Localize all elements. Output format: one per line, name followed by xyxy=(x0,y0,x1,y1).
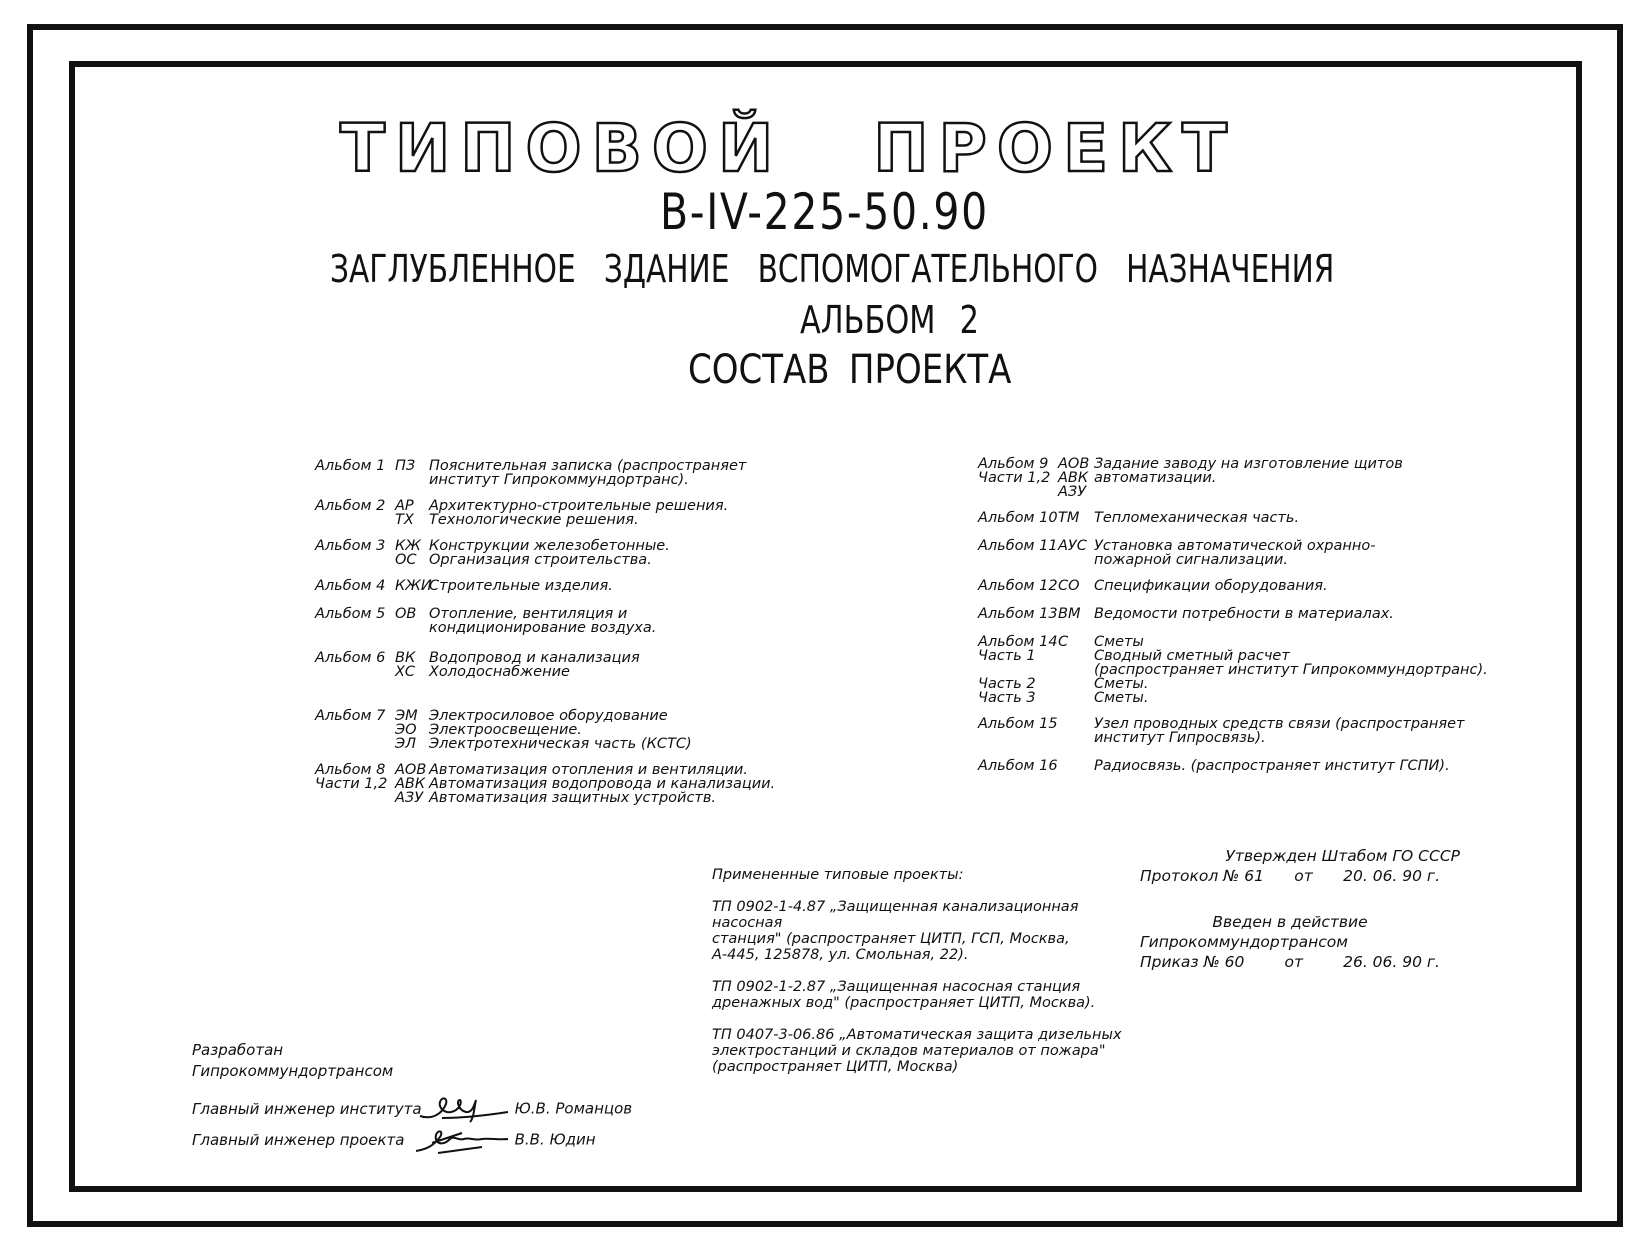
album-label: Альбом 15 xyxy=(978,716,1058,732)
album-entry xyxy=(978,649,1538,677)
album-label: Альбом 13 xyxy=(978,606,1058,622)
album-entry xyxy=(315,651,835,679)
album-description: Тепломеханическая часть. xyxy=(1094,510,1300,526)
album-label: Часть 1 xyxy=(978,648,1036,664)
order-line xyxy=(1140,952,1440,972)
album-code: ПЗ xyxy=(395,458,416,474)
album-code: ВМ xyxy=(1058,606,1081,622)
album-description: Организация строительства. xyxy=(429,552,652,568)
handwritten-signature-icon xyxy=(412,1125,510,1155)
album-entry xyxy=(315,499,835,527)
applied-project-item: ТП 0902-1-4.87 „Защищенная канализационная насосная станция" (распространяет ЦИТП, ГСП, Москва, А-445, 125878, ул. Смольная, 22). xyxy=(712,899,1079,963)
album-code: ЭМ xyxy=(395,708,418,724)
album-code: ЭО xyxy=(395,722,417,738)
album-description: Водопровод и канализация xyxy=(429,650,640,666)
applied-project-item: ТП 0902-1-2.87 „Защищенная насосная станция дренажных вод" (распространяет ЦИТП, Москва). xyxy=(712,979,1096,1011)
album-entry xyxy=(978,717,1538,745)
album-label: Альбом 5 xyxy=(315,606,386,622)
album-description: (распространяет институт Гипрокоммундортранс). xyxy=(1094,662,1488,678)
signature-role: Главный инженер проекта xyxy=(192,1130,405,1149)
protocol-from: от xyxy=(1294,867,1313,885)
order-from: от xyxy=(1284,953,1303,971)
album-label: Альбом 16 xyxy=(978,758,1058,774)
album-code: АОВ xyxy=(1058,456,1090,472)
developed-org: Гипрокоммундортрансом xyxy=(192,1062,394,1080)
album-code: С xyxy=(1058,634,1069,650)
album-code: АВК xyxy=(1058,470,1089,486)
order-label: Приказ № 60 xyxy=(1140,953,1245,971)
album-label: Альбом 1 xyxy=(315,458,386,474)
album-entry xyxy=(978,579,1538,593)
album-parts-label: Части 1,2 xyxy=(315,776,388,792)
album-description: Автоматизация защитных устройств. xyxy=(429,790,717,806)
protocol-date: 20. 06. 90 г. xyxy=(1343,867,1440,885)
applied-project-item: ТП 0407-3-06.86 „Автоматическая защита дизельных электростанций и складов материалов от пожара" (распространяет ЦИТП, Москва) xyxy=(712,1027,1122,1075)
album-entry xyxy=(978,539,1538,567)
protocol-line xyxy=(1140,866,1440,886)
album-entry xyxy=(315,579,835,593)
album-description: кондиционирование воздуха. xyxy=(429,620,657,636)
album-label: Часть 3 xyxy=(978,690,1036,706)
album-entry xyxy=(315,709,835,751)
album-description: Архитектурно-строительные решения. xyxy=(429,498,729,514)
protocol-label: Протокол № 61 xyxy=(1140,867,1264,885)
project-subtitle: ЗАГЛУБЛЕННОЕ ЗДАНИЕ ВСПОМОГАТЕЛЬНОГО НАЗНАЧЕНИЯ xyxy=(330,247,1335,291)
album-entry xyxy=(978,691,1538,705)
handwritten-signature-icon xyxy=(412,1094,510,1124)
developed-label: Разработан xyxy=(192,1041,284,1059)
album-code: ТМ xyxy=(1058,510,1080,526)
album-description: Автоматизация отопления и вентиляции. xyxy=(429,762,748,778)
album-label: Альбом 7 xyxy=(315,708,386,724)
album-description: институт Гипрокоммундортранс). xyxy=(429,472,689,488)
album-entry xyxy=(978,635,1538,649)
album-code: СО xyxy=(1058,578,1080,594)
enacted-by: Гипрокоммундортрансом xyxy=(1140,933,1348,951)
album-entry xyxy=(978,677,1538,691)
albums-list-left xyxy=(315,459,835,805)
album-label: Часть 2 xyxy=(978,676,1036,692)
album-description: Радиосвязь. (распространяет институт ГСПИ). xyxy=(1094,758,1450,774)
album-code: ХС xyxy=(395,664,416,680)
album-code: АЗУ xyxy=(1058,484,1087,500)
album-description: Электротехническая часть (КСТС) xyxy=(429,736,692,752)
album-label: Альбом 14 xyxy=(978,634,1058,650)
album-description: Отопление, вентиляция и xyxy=(429,606,628,622)
album-description: Сводный сметный расчет xyxy=(1094,648,1290,664)
album-entry xyxy=(315,539,835,567)
project-code: В-IV-225-50.90 xyxy=(660,183,989,241)
album-entry xyxy=(978,511,1538,525)
album-label: Альбом 8 xyxy=(315,762,386,778)
album-label: Альбом 6 xyxy=(315,650,386,666)
signature-row-chief-engineer-project xyxy=(192,1125,596,1155)
applied-projects-heading: Примененные типовые проекты: xyxy=(712,867,964,883)
approval-block xyxy=(1140,846,1470,972)
applied-projects xyxy=(712,867,1132,1091)
album-code: АВК xyxy=(395,776,426,792)
albums-list-right xyxy=(978,457,1538,773)
page-title xyxy=(340,110,1280,187)
signature-name: Ю.В. Романцов xyxy=(514,1099,633,1118)
album-description: Ведомости потребности в материалах. xyxy=(1094,606,1394,622)
album-code: АОВ xyxy=(395,762,427,778)
album-description: Электросиловое оборудование xyxy=(429,708,668,724)
album-entry xyxy=(315,763,835,805)
album-code: КЖ xyxy=(395,538,421,554)
album-description: Сметы. xyxy=(1094,690,1149,706)
album-code: АЗУ xyxy=(395,790,424,806)
album-label: Альбом 12 xyxy=(978,578,1058,594)
album-code: ВК xyxy=(395,650,416,666)
signature-name: В.В. Юдин xyxy=(514,1130,596,1149)
album-description: Задание заводу на изготовление щитов xyxy=(1094,456,1403,472)
album-description: Автоматизация водопровода и канализации. xyxy=(429,776,776,792)
album-parts-label: Части 1,2 xyxy=(978,470,1051,486)
album-label: Альбом 4 xyxy=(315,578,386,594)
album-description: Сметы. xyxy=(1094,676,1149,692)
album-code: ЭЛ xyxy=(395,736,417,752)
album-description: Сметы xyxy=(1094,634,1144,650)
title-word-1: ТИПОВОЙ xyxy=(340,110,784,187)
signature-row-chief-engineer-institute xyxy=(192,1094,632,1124)
album-code: КЖИ xyxy=(395,578,432,594)
album-description: Спецификации оборудования. xyxy=(1094,578,1328,594)
album-code: ОС xyxy=(395,552,417,568)
section-title: СОСТАВ ПРОЕКТА xyxy=(688,347,1012,393)
album-description: Холодоснабжение xyxy=(429,664,570,680)
album-code: ОВ xyxy=(395,606,417,622)
album-number: АЛЬБОМ 2 xyxy=(800,298,979,342)
album-description: Конструкции железобетонные. xyxy=(429,538,670,554)
album-entry xyxy=(315,459,835,487)
album-code: АУС xyxy=(1058,538,1087,554)
approved-by: Утвержден Штабом ГО СССР xyxy=(1225,847,1460,865)
album-code: АР xyxy=(395,498,414,514)
album-description: пожарной сигнализации. xyxy=(1094,552,1288,568)
developed-by xyxy=(192,1040,393,1082)
album-entry xyxy=(978,759,1538,773)
album-description: институт Гипросвязь). xyxy=(1094,730,1266,746)
album-description: Пояснительная записка (распространяет xyxy=(429,458,747,474)
title-word-2: ПРОЕКТ xyxy=(873,110,1238,187)
album-entry xyxy=(315,607,835,635)
album-description: Строительные изделия. xyxy=(429,578,613,594)
album-label: Альбом 2 xyxy=(315,498,386,514)
album-description: Технологические решения. xyxy=(429,512,639,528)
album-entry xyxy=(978,457,1538,499)
album-label: Альбом 11 xyxy=(978,538,1058,554)
album-description: Электроосвещение. xyxy=(429,722,582,738)
album-description: Узел проводных средств связи (распространяет xyxy=(1094,716,1465,732)
signature-role: Главный инженер института xyxy=(192,1099,422,1118)
order-date: 26. 06. 90 г. xyxy=(1343,953,1440,971)
album-description: автоматизации. xyxy=(1094,470,1217,486)
album-entry xyxy=(978,607,1538,621)
album-label: Альбом 9 xyxy=(978,456,1049,472)
album-label: Альбом 10 xyxy=(978,510,1058,526)
enacted-label: Введен в действие xyxy=(1212,913,1368,931)
album-code: ТХ xyxy=(395,512,414,528)
album-description: Установка автоматической охранно- xyxy=(1094,538,1376,554)
album-label: Альбом 3 xyxy=(315,538,386,554)
